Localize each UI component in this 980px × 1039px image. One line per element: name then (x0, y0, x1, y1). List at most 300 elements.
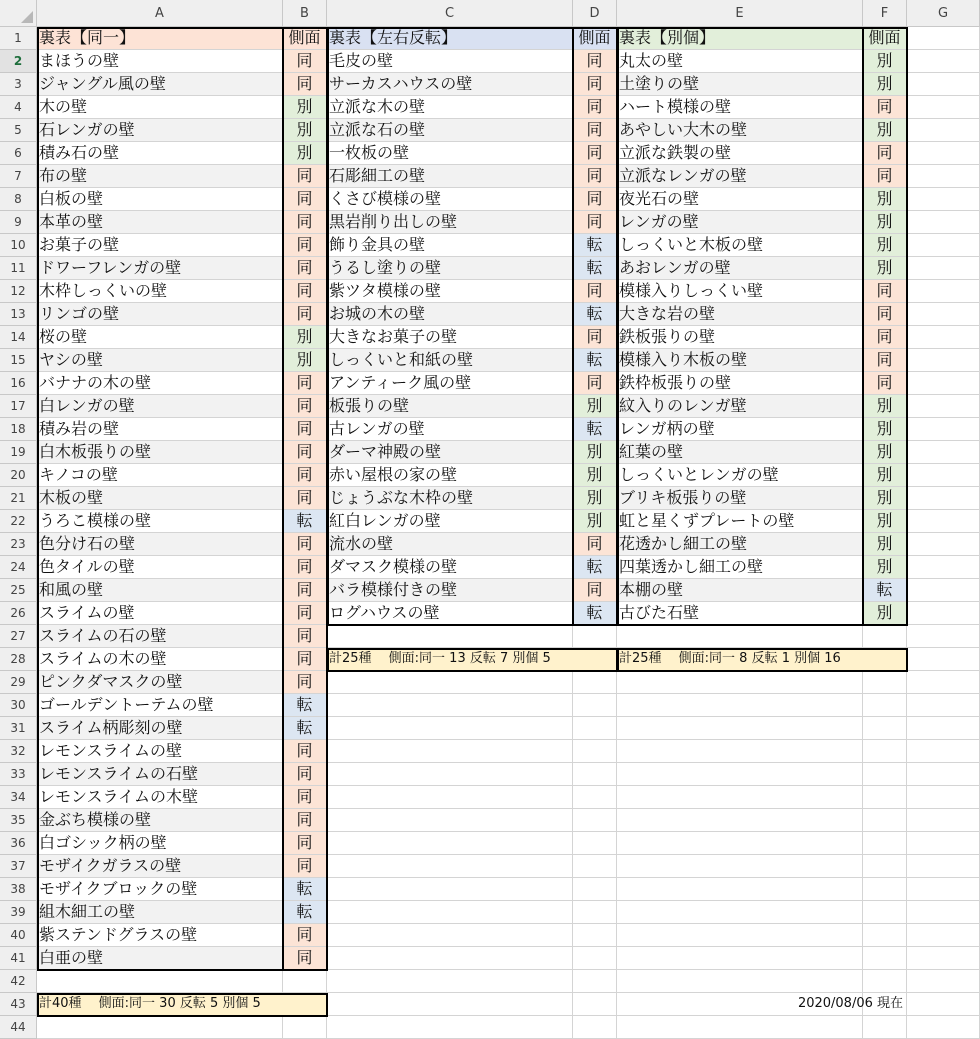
cell-c29[interactable] (327, 671, 573, 694)
cell-c33[interactable] (327, 763, 573, 786)
table-1-item-name[interactable]: 本革の壁 (37, 211, 283, 234)
cell-g22[interactable] (907, 510, 980, 533)
table-1-item-side[interactable]: 同 (283, 786, 327, 809)
table-2-item-side[interactable]: 同 (573, 73, 617, 96)
table-1-item-side[interactable]: 別 (283, 326, 327, 349)
table-3-total[interactable]: 計25種 側面:同一 8 反転 1 別個 16 (617, 648, 907, 671)
cell-c36[interactable] (327, 832, 573, 855)
row-header-19[interactable]: 19 (0, 441, 37, 464)
table-2-item-name[interactable]: ログハウスの壁 (327, 602, 573, 625)
row-header-14[interactable]: 14 (0, 326, 37, 349)
cell-e36[interactable] (617, 832, 863, 855)
table-1-item-name[interactable]: スライムの木の壁 (37, 648, 283, 671)
table-1-item-name[interactable]: 布の壁 (37, 165, 283, 188)
table-1-item-side[interactable]: 同 (283, 165, 327, 188)
cell-f30[interactable] (863, 694, 907, 717)
cell-g38[interactable] (907, 878, 980, 901)
row-header-1[interactable]: 1 (0, 27, 37, 50)
row-header-40[interactable]: 40 (0, 924, 37, 947)
table-2-item-name[interactable]: 板張りの壁 (327, 395, 573, 418)
table-1-item-name[interactable]: 紫ステンドグラスの壁 (37, 924, 283, 947)
table-1-item-side[interactable]: 同 (283, 832, 327, 855)
cell-g27[interactable] (907, 625, 980, 648)
table-1-item-side[interactable]: 同 (283, 533, 327, 556)
table-2-item-side[interactable]: 同 (573, 533, 617, 556)
table-1-item-side[interactable]: 同 (283, 418, 327, 441)
table-1-item-side[interactable]: 同 (283, 556, 327, 579)
table-2-title[interactable]: 裏表【左右反転】 (327, 27, 573, 50)
cell-g40[interactable] (907, 924, 980, 947)
table-2-item-side[interactable]: 転 (573, 257, 617, 280)
row-header-2[interactable]: 2 (0, 50, 37, 73)
table-3-item-name[interactable]: 夜光石の壁 (617, 188, 863, 211)
table-3-item-name[interactable]: 模様入り木板の壁 (617, 349, 863, 372)
row-header-9[interactable]: 9 (0, 211, 37, 234)
table-1-item-name[interactable]: レモンスライムの壁 (37, 740, 283, 763)
cell-g42[interactable] (907, 970, 980, 993)
table-2-item-side[interactable]: 別 (573, 510, 617, 533)
cell-g8[interactable] (907, 188, 980, 211)
table-2-item-name[interactable]: 一枚板の壁 (327, 142, 573, 165)
cell-d32[interactable] (573, 740, 617, 763)
table-2-item-name[interactable]: 紫ツタ模様の壁 (327, 280, 573, 303)
cell-c27[interactable] (327, 625, 573, 648)
table-1-item-side[interactable]: 同 (283, 602, 327, 625)
table-2-item-side[interactable]: 同 (573, 142, 617, 165)
cell-d29[interactable] (573, 671, 617, 694)
table-1-item-side[interactable]: 同 (283, 579, 327, 602)
table-2-item-name[interactable]: 流水の壁 (327, 533, 573, 556)
table-3-item-side[interactable]: 別 (863, 211, 907, 234)
column-header-c[interactable]: C (327, 0, 573, 27)
cell-e33[interactable] (617, 763, 863, 786)
cell-f32[interactable] (863, 740, 907, 763)
cell-g16[interactable] (907, 372, 980, 395)
table-3-item-name[interactable]: ハート模様の壁 (617, 96, 863, 119)
table-1-item-name[interactable]: 石レンガの壁 (37, 119, 283, 142)
table-3-item-side[interactable]: 別 (863, 602, 907, 625)
column-header-b[interactable]: B (283, 0, 327, 27)
table-1-item-side[interactable]: 同 (283, 211, 327, 234)
row-header-10[interactable]: 10 (0, 234, 37, 257)
table-3-item-side[interactable]: 同 (863, 349, 907, 372)
row-header-4[interactable]: 4 (0, 96, 37, 119)
table-3-item-side[interactable]: 別 (863, 510, 907, 533)
cell-g36[interactable] (907, 832, 980, 855)
row-header-11[interactable]: 11 (0, 257, 37, 280)
table-2-item-name[interactable]: サーカスハウスの壁 (327, 73, 573, 96)
cell-b42[interactable] (283, 970, 327, 993)
cell-g37[interactable] (907, 855, 980, 878)
table-2-item-side[interactable]: 同 (573, 50, 617, 73)
cell-e30[interactable] (617, 694, 863, 717)
cell-d34[interactable] (573, 786, 617, 809)
table-1-item-name[interactable]: まほうの壁 (37, 50, 283, 73)
table-2-item-name[interactable]: 古レンガの壁 (327, 418, 573, 441)
table-1-item-side[interactable]: 転 (283, 717, 327, 740)
cell-e37[interactable] (617, 855, 863, 878)
table-3-item-side[interactable]: 別 (863, 464, 907, 487)
cell-c35[interactable] (327, 809, 573, 832)
table-1-item-side[interactable]: 同 (283, 257, 327, 280)
table-2-item-side[interactable]: 転 (573, 418, 617, 441)
row-header-30[interactable]: 30 (0, 694, 37, 717)
cell-d37[interactable] (573, 855, 617, 878)
table-3-item-side[interactable]: 同 (863, 96, 907, 119)
date-note[interactable]: 2020/08/06 現在 (797, 996, 903, 1011)
row-header-13[interactable]: 13 (0, 303, 37, 326)
table-2-side-header[interactable]: 側面 (573, 27, 617, 50)
cell-f34[interactable] (863, 786, 907, 809)
cell-g2[interactable] (907, 50, 980, 73)
row-header-36[interactable]: 36 (0, 832, 37, 855)
cell-f36[interactable] (863, 832, 907, 855)
table-1-item-side[interactable]: 別 (283, 142, 327, 165)
table-3-item-name[interactable]: 四葉透かし細工の壁 (617, 556, 863, 579)
cell-g15[interactable] (907, 349, 980, 372)
cell-f39[interactable] (863, 901, 907, 924)
cell-g9[interactable] (907, 211, 980, 234)
table-1-item-name[interactable]: 金ぶち模様の壁 (37, 809, 283, 832)
cell-g30[interactable] (907, 694, 980, 717)
cell-g25[interactable] (907, 579, 980, 602)
table-2-item-name[interactable]: 紅白レンガの壁 (327, 510, 573, 533)
table-1-item-name[interactable]: スライムの石の壁 (37, 625, 283, 648)
table-3-item-name[interactable]: 立派な鉄製の壁 (617, 142, 863, 165)
table-2-item-name[interactable]: ダマスク模様の壁 (327, 556, 573, 579)
cell-e31[interactable] (617, 717, 863, 740)
table-2-item-side[interactable]: 同 (573, 96, 617, 119)
table-3-item-side[interactable]: 同 (863, 142, 907, 165)
cell-g35[interactable] (907, 809, 980, 832)
cell-d35[interactable] (573, 809, 617, 832)
cell-c37[interactable] (327, 855, 573, 878)
row-header-32[interactable]: 32 (0, 740, 37, 763)
row-header-27[interactable]: 27 (0, 625, 37, 648)
table-2-item-side[interactable]: 同 (573, 372, 617, 395)
cell-f44[interactable] (863, 1016, 907, 1039)
cell-g6[interactable] (907, 142, 980, 165)
table-1-item-name[interactable]: 白ゴシック柄の壁 (37, 832, 283, 855)
table-3-item-name[interactable]: 立派なレンガの壁 (617, 165, 863, 188)
table-1-item-side[interactable]: 同 (283, 740, 327, 763)
cell-d31[interactable] (573, 717, 617, 740)
table-1-item-name[interactable]: レモンスライムの木壁 (37, 786, 283, 809)
table-3-item-name[interactable]: 大きな岩の壁 (617, 303, 863, 326)
cell-f42[interactable] (863, 970, 907, 993)
table-3-title[interactable]: 裏表【別個】 (617, 27, 863, 50)
cell-e40[interactable] (617, 924, 863, 947)
cell-e42[interactable] (617, 970, 863, 993)
row-header-28[interactable]: 28 (0, 648, 37, 671)
cell-g3[interactable] (907, 73, 980, 96)
table-3-item-name[interactable]: 土塗りの壁 (617, 73, 863, 96)
table-1-item-name[interactable]: モザイクブロックの壁 (37, 878, 283, 901)
cell-g14[interactable] (907, 326, 980, 349)
table-2-total[interactable]: 計25種 側面:同一 13 反転 7 別個 5 (327, 648, 617, 671)
cell-g19[interactable] (907, 441, 980, 464)
cell-g18[interactable] (907, 418, 980, 441)
table-2-item-name[interactable]: 毛皮の壁 (327, 50, 573, 73)
table-3-item-side[interactable]: 別 (863, 188, 907, 211)
table-3-item-side[interactable]: 転 (863, 579, 907, 602)
row-header-37[interactable]: 37 (0, 855, 37, 878)
table-1-item-side[interactable]: 転 (283, 878, 327, 901)
cell-g41[interactable] (907, 947, 980, 970)
table-2-item-side[interactable]: 別 (573, 395, 617, 418)
cell-f37[interactable] (863, 855, 907, 878)
column-header-e[interactable]: E (617, 0, 863, 27)
cell-f35[interactable] (863, 809, 907, 832)
table-1-item-side[interactable]: 同 (283, 234, 327, 257)
table-2-item-name[interactable]: 赤い屋根の家の壁 (327, 464, 573, 487)
cell-a44[interactable] (37, 1016, 283, 1039)
cell-c39[interactable] (327, 901, 573, 924)
row-header-15[interactable]: 15 (0, 349, 37, 372)
table-1-item-side[interactable]: 同 (283, 671, 327, 694)
cell-e29[interactable] (617, 671, 863, 694)
cell-g29[interactable] (907, 671, 980, 694)
table-2-item-name[interactable]: じょうぶな木枠の壁 (327, 487, 573, 510)
table-2-item-side[interactable]: 転 (573, 349, 617, 372)
cell-g34[interactable] (907, 786, 980, 809)
row-header-6[interactable]: 6 (0, 142, 37, 165)
cell-g12[interactable] (907, 280, 980, 303)
cell-c44[interactable] (327, 1016, 573, 1039)
table-3-item-name[interactable]: 紋入りのレンガ壁 (617, 395, 863, 418)
cell-g1[interactable] (907, 27, 980, 50)
table-1-item-name[interactable]: ピンクダマスクの壁 (37, 671, 283, 694)
table-1-item-side[interactable]: 別 (283, 349, 327, 372)
table-2-item-side[interactable]: 同 (573, 326, 617, 349)
table-3-item-side[interactable]: 別 (863, 533, 907, 556)
row-header-24[interactable]: 24 (0, 556, 37, 579)
table-3-item-side[interactable]: 別 (863, 487, 907, 510)
table-1-item-name[interactable]: 白レンガの壁 (37, 395, 283, 418)
table-1-item-name[interactable]: うろこ模様の壁 (37, 510, 283, 533)
table-1-item-name[interactable]: ドワーフレンガの壁 (37, 257, 283, 280)
cell-f33[interactable] (863, 763, 907, 786)
table-2-item-name[interactable]: バラ模様付きの壁 (327, 579, 573, 602)
table-3-item-side[interactable]: 別 (863, 257, 907, 280)
cell-g43[interactable] (907, 993, 980, 1016)
table-1-item-name[interactable]: 積み岩の壁 (37, 418, 283, 441)
table-1-item-name[interactable]: 木の壁 (37, 96, 283, 119)
cell-f38[interactable] (863, 878, 907, 901)
table-2-item-name[interactable]: しっくいと和紙の壁 (327, 349, 573, 372)
table-2-item-side[interactable]: 転 (573, 303, 617, 326)
table-2-item-side[interactable]: 転 (573, 234, 617, 257)
table-2-item-side[interactable]: 別 (573, 441, 617, 464)
row-header-39[interactable]: 39 (0, 901, 37, 924)
table-2-item-name[interactable]: お城の木の壁 (327, 303, 573, 326)
table-1-item-name[interactable]: 桜の壁 (37, 326, 283, 349)
table-3-item-name[interactable]: しっくいとレンガの壁 (617, 464, 863, 487)
table-1-item-side[interactable]: 別 (283, 119, 327, 142)
table-1-item-side[interactable]: 転 (283, 510, 327, 533)
table-3-item-side[interactable]: 同 (863, 165, 907, 188)
table-2-item-side[interactable]: 同 (573, 119, 617, 142)
table-3-item-side[interactable]: 別 (863, 234, 907, 257)
table-2-item-side[interactable]: 別 (573, 464, 617, 487)
cell-c32[interactable] (327, 740, 573, 763)
cell-d38[interactable] (573, 878, 617, 901)
cell-g10[interactable] (907, 234, 980, 257)
table-3-item-side[interactable]: 別 (863, 556, 907, 579)
cell-e39[interactable] (617, 901, 863, 924)
table-3-side-header[interactable]: 側面 (863, 27, 907, 50)
row-header-41[interactable]: 41 (0, 947, 37, 970)
table-2-item-name[interactable]: アンティーク風の壁 (327, 372, 573, 395)
row-header-20[interactable]: 20 (0, 464, 37, 487)
row-header-35[interactable]: 35 (0, 809, 37, 832)
table-3-item-name[interactable]: あやしい大木の壁 (617, 119, 863, 142)
table-1-item-name[interactable]: モザイクガラスの壁 (37, 855, 283, 878)
table-3-item-side[interactable]: 別 (863, 441, 907, 464)
table-3-item-side[interactable]: 別 (863, 119, 907, 142)
table-1-item-name[interactable]: 組木細工の壁 (37, 901, 283, 924)
cell-g28[interactable] (907, 648, 980, 671)
cell-f31[interactable] (863, 717, 907, 740)
table-1-item-side[interactable]: 転 (283, 694, 327, 717)
table-1-item-name[interactable]: 和風の壁 (37, 579, 283, 602)
table-3-item-side[interactable]: 同 (863, 280, 907, 303)
row-header-42[interactable]: 42 (0, 970, 37, 993)
row-header-3[interactable]: 3 (0, 73, 37, 96)
row-header-29[interactable]: 29 (0, 671, 37, 694)
table-3-item-name[interactable]: 鉄枠板張りの壁 (617, 372, 863, 395)
row-header-43[interactable]: 43 (0, 993, 37, 1016)
table-1-item-side[interactable]: 同 (283, 625, 327, 648)
cell-d42[interactable] (573, 970, 617, 993)
table-3-item-name[interactable]: ブリキ板張りの壁 (617, 487, 863, 510)
table-3-item-name[interactable]: 花透かし細工の壁 (617, 533, 863, 556)
cell-g20[interactable] (907, 464, 980, 487)
cell-d44[interactable] (573, 1016, 617, 1039)
table-1-item-side[interactable]: 別 (283, 96, 327, 119)
cell-g32[interactable] (907, 740, 980, 763)
table-3-item-name[interactable]: 紅葉の壁 (617, 441, 863, 464)
cell-g4[interactable] (907, 96, 980, 119)
table-3-item-name[interactable]: 虹と星くずプレートの壁 (617, 510, 863, 533)
cell-d30[interactable] (573, 694, 617, 717)
table-3-item-name[interactable]: 丸太の壁 (617, 50, 863, 73)
table-2-item-side[interactable]: 同 (573, 280, 617, 303)
cell-f40[interactable] (863, 924, 907, 947)
cell-g17[interactable] (907, 395, 980, 418)
cell-g26[interactable] (907, 602, 980, 625)
table-2-item-side[interactable]: 同 (573, 165, 617, 188)
row-header-23[interactable]: 23 (0, 533, 37, 556)
table-1-item-name[interactable]: 木枠しっくいの壁 (37, 280, 283, 303)
table-1-item-side[interactable]: 同 (283, 73, 327, 96)
row-header-33[interactable]: 33 (0, 763, 37, 786)
table-1-item-side[interactable]: 同 (283, 924, 327, 947)
row-header-18[interactable]: 18 (0, 418, 37, 441)
column-header-f[interactable]: F (863, 0, 907, 27)
column-header-g[interactable]: G (907, 0, 980, 27)
table-1-item-side[interactable]: 同 (283, 855, 327, 878)
table-2-item-name[interactable]: 石彫細工の壁 (327, 165, 573, 188)
row-header-5[interactable]: 5 (0, 119, 37, 142)
cell-d33[interactable] (573, 763, 617, 786)
cell-c42[interactable] (327, 970, 573, 993)
row-header-21[interactable]: 21 (0, 487, 37, 510)
table-1-item-name[interactable]: 積み石の壁 (37, 142, 283, 165)
cell-g39[interactable] (907, 901, 980, 924)
table-1-item-name[interactable]: 白板の壁 (37, 188, 283, 211)
row-header-38[interactable]: 38 (0, 878, 37, 901)
cell-f41[interactable] (863, 947, 907, 970)
row-header-34[interactable]: 34 (0, 786, 37, 809)
cell-c41[interactable] (327, 947, 573, 970)
table-1-total[interactable]: 計40種 側面:同一 30 反転 5 別個 5 (37, 993, 327, 1016)
table-2-item-side[interactable]: 転 (573, 602, 617, 625)
table-3-item-name[interactable]: レンガ柄の壁 (617, 418, 863, 441)
table-1-item-side[interactable]: 同 (283, 303, 327, 326)
table-1-side-header[interactable]: 側面 (283, 27, 327, 50)
table-1-item-side[interactable]: 同 (283, 947, 327, 970)
table-2-item-name[interactable]: 黒岩削り出しの壁 (327, 211, 573, 234)
row-header-25[interactable]: 25 (0, 579, 37, 602)
table-1-item-name[interactable]: 色分け石の壁 (37, 533, 283, 556)
table-1-item-side[interactable]: 同 (283, 188, 327, 211)
cell-g33[interactable] (907, 763, 980, 786)
table-1-item-side[interactable]: 同 (283, 763, 327, 786)
table-1-item-side[interactable]: 同 (283, 441, 327, 464)
cell-c38[interactable] (327, 878, 573, 901)
cell-e34[interactable] (617, 786, 863, 809)
table-1-item-name[interactable]: ジャングル風の壁 (37, 73, 283, 96)
column-header-a[interactable]: A (37, 0, 283, 27)
table-1-item-name[interactable]: ヤシの壁 (37, 349, 283, 372)
row-header-44[interactable]: 44 (0, 1016, 37, 1039)
cell-g24[interactable] (907, 556, 980, 579)
cell-f29[interactable] (863, 671, 907, 694)
row-header-7[interactable]: 7 (0, 165, 37, 188)
cell-a42[interactable] (37, 970, 283, 993)
table-3-item-name[interactable]: 模様入りしっくい壁 (617, 280, 863, 303)
cell-g21[interactable] (907, 487, 980, 510)
cell-d40[interactable] (573, 924, 617, 947)
table-3-item-name[interactable]: 鉄板張りの壁 (617, 326, 863, 349)
table-1-item-name[interactable]: お菓子の壁 (37, 234, 283, 257)
table-2-item-side[interactable]: 同 (573, 188, 617, 211)
table-3-item-name[interactable]: レンガの壁 (617, 211, 863, 234)
table-1-item-name[interactable]: リンゴの壁 (37, 303, 283, 326)
table-2-item-name[interactable]: 飾り金具の壁 (327, 234, 573, 257)
table-1-item-name[interactable]: レモンスライムの石壁 (37, 763, 283, 786)
cell-g23[interactable] (907, 533, 980, 556)
cell-d39[interactable] (573, 901, 617, 924)
table-1-item-name[interactable]: 木板の壁 (37, 487, 283, 510)
row-header-22[interactable]: 22 (0, 510, 37, 533)
table-1-item-side[interactable]: 同 (283, 648, 327, 671)
table-1-item-side[interactable]: 同 (283, 372, 327, 395)
table-2-item-side[interactable]: 同 (573, 211, 617, 234)
cell-c43[interactable] (327, 993, 573, 1016)
table-2-item-name[interactable]: 立派な石の壁 (327, 119, 573, 142)
table-2-item-side[interactable]: 転 (573, 556, 617, 579)
table-3-item-side[interactable]: 別 (863, 418, 907, 441)
cell-g11[interactable] (907, 257, 980, 280)
cell-c40[interactable] (327, 924, 573, 947)
table-1-item-name[interactable]: スライム柄彫刻の壁 (37, 717, 283, 740)
table-3-item-name[interactable]: しっくいと木板の壁 (617, 234, 863, 257)
cell-b44[interactable] (283, 1016, 327, 1039)
cell-d36[interactable] (573, 832, 617, 855)
table-1-item-name[interactable]: スライムの壁 (37, 602, 283, 625)
